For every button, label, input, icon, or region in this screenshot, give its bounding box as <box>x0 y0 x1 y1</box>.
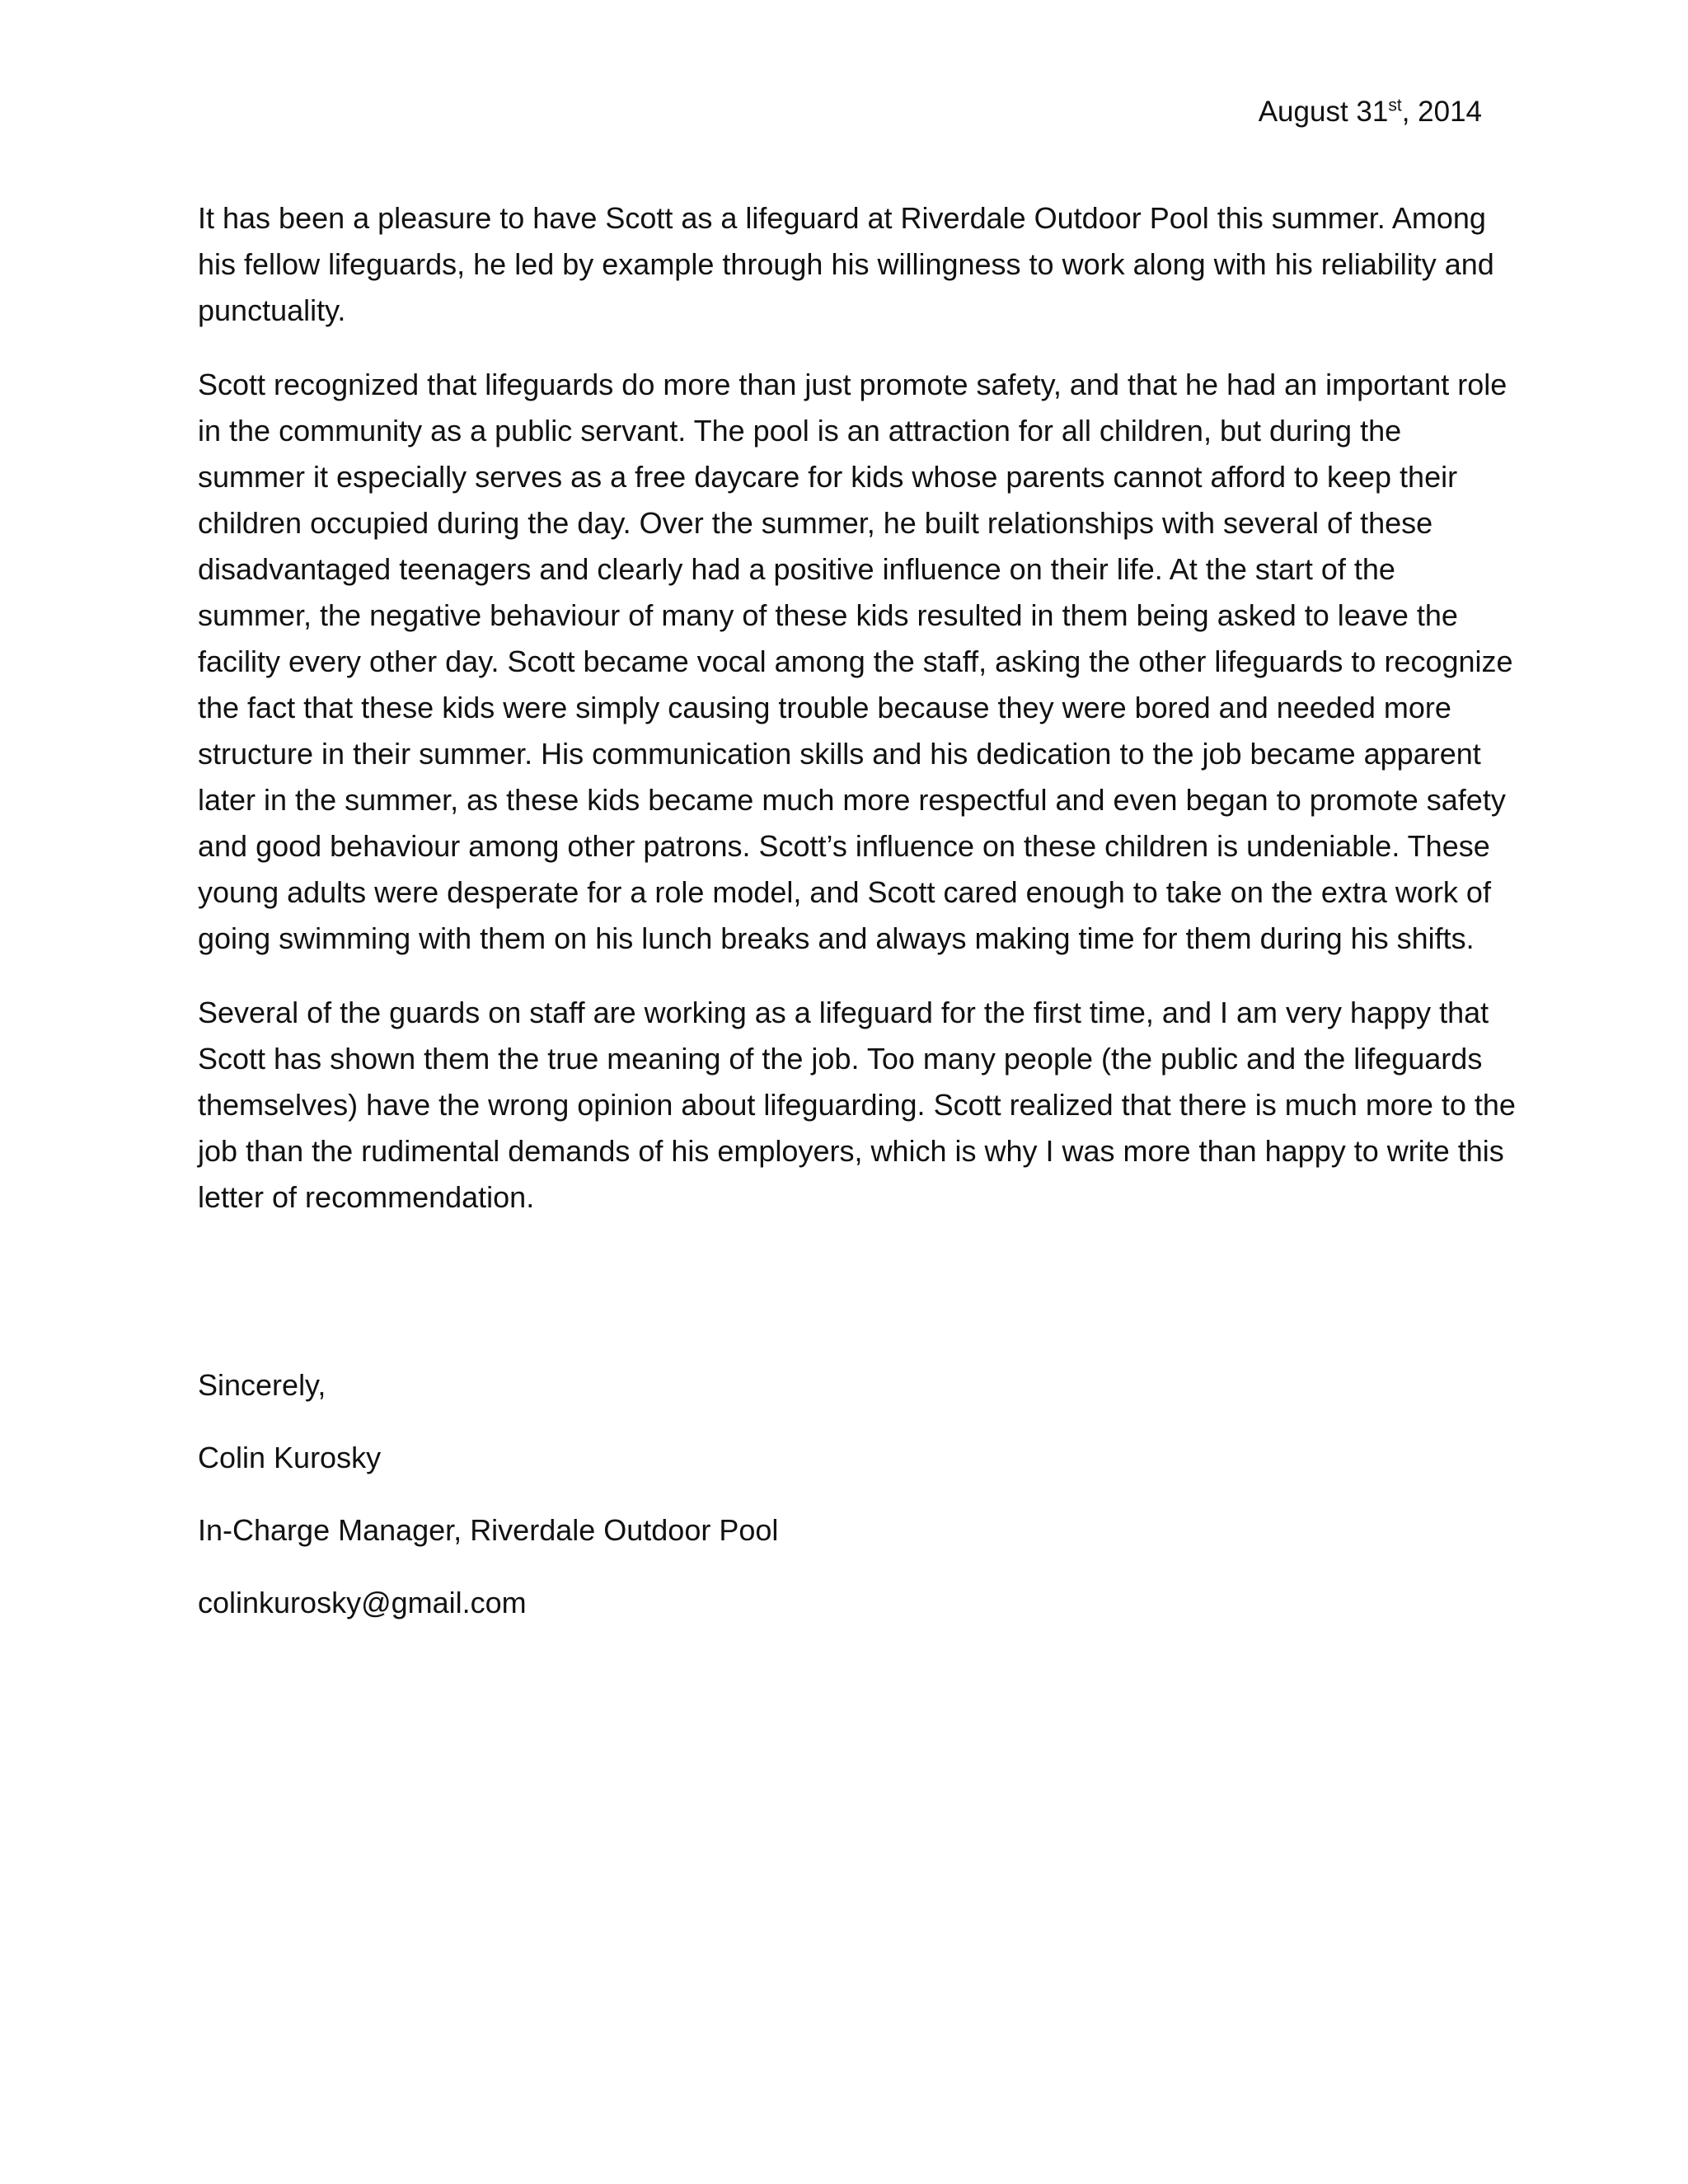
letter-body <box>198 195 1517 1249</box>
letter-date <box>1259 92 1482 132</box>
signer-email: colinkurosky@gmail.com <box>198 1586 527 1619</box>
date-month: August <box>1258 96 1348 128</box>
body-paragraph-2: Scott recognized that lifeguards do more than just promote safety, and that he had an important role in the community as a public servant. The pool is an attraction for all children, but during the summer it especially serves as a free daycare for kids whose parents cannot afford to keep their children occupied during the day. Over the summer, he built relationships with several of these disadvantaged teenagers and clearly had a positive influence on their life. At the start of the summer, the negative behaviour of many of these kids resulted in them being asked to leave the facility every other day. Scott became vocal among the staff, asking the other lifeguards to recognize the fact that these kids were simply causing trouble because they were bored and needed more structure in their summer. His communication skills and his dedication to the job became apparent later in the summer, as these kids became much more respectful and even began to promote safety and good behaviour among other patrons. Scott’s influence on these children is undeniable. These young adults were desperate for a role model, and Scott cared enough to take on the extra work of going swimming with them on his lunch breaks and always making time for them during his shifts. <box>198 368 1513 955</box>
signer-title: In-Charge Manager, Riverdale Outdoor Pool <box>198 1513 779 1547</box>
letter-signature-block <box>198 1362 778 1652</box>
date-suffix: st <box>1388 96 1402 115</box>
body-paragraph-3: Several of the guards on staff are working as a lifeguard for the first time, and I am very happy that Scott has shown them the true meaning of the job. Too many people (the public and the lifeguards themselves) have the wrong opinion about lifeguarding. Scott realized that there is much more to the job than the rudimental demands of his employers, which is why I was more than happy to write this letter of recommendation. <box>198 996 1516 1214</box>
closing-salutation: Sincerely, <box>198 1368 326 1402</box>
date-year: , 2014 <box>1401 96 1482 128</box>
body-paragraph-1: It has been a pleasure to have Scott as a lifeguard at Riverdale Outdoor Pool this summer. Among his fellow lifeguards, he led by example through his willingness to work along with his reliability and punctuality. <box>198 201 1494 327</box>
signer-name: Colin Kurosky <box>198 1441 382 1474</box>
date-day: 31 <box>1356 96 1389 128</box>
